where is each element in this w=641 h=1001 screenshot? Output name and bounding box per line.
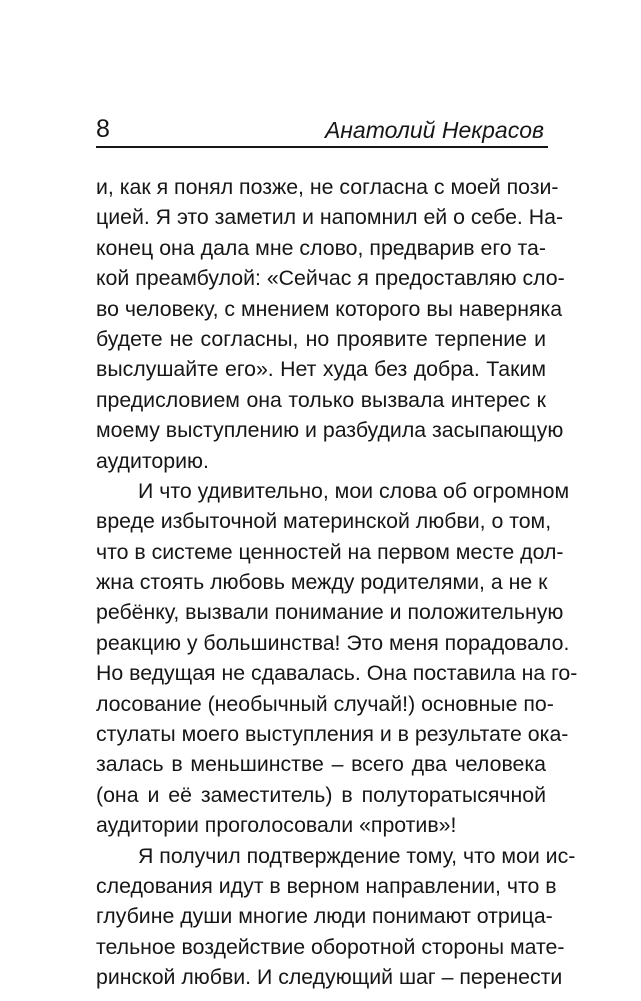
text-line: во человеку, с мнением которого вы наверняка xyxy=(96,296,563,321)
text-line: будете не согласны, но проявите терпение и xyxy=(96,326,546,351)
text-line: И что удивительно, мои слова об огромном xyxy=(138,478,570,503)
header-rule xyxy=(96,146,548,148)
text-line: реакцию у большинства! Это меня порадовало. xyxy=(96,630,570,655)
text-line: что в системе ценностей на первом месте дол- xyxy=(96,539,564,564)
paragraph-2 xyxy=(96,476,578,841)
paragraph-1 xyxy=(96,172,565,476)
text-line: жна стоять любовь между родителями, а не к xyxy=(96,570,548,595)
text-line: выслушайте его». Нет худа без добра. Таким xyxy=(96,357,546,382)
body-text xyxy=(96,172,578,993)
text-line: вреде избыточной материнской любви, о том, xyxy=(96,509,552,534)
text-line: (она и её заместитель) в полуторатысячной xyxy=(96,782,546,807)
text-line: глубине души многие люди понимают отрица- xyxy=(96,904,553,929)
text-line: лосование (необычный случай!) основные по- xyxy=(96,691,554,716)
text-line: предисловием она только вызвала интерес к xyxy=(96,387,546,412)
text-line: конец она дала мне слово, предварив его та- xyxy=(96,235,546,260)
text-line: моему выступлению и разбудила засыпающую xyxy=(96,418,564,443)
text-line: кой преамбулой: «Сейчас я предоставляю сло- xyxy=(96,266,565,291)
running-header xyxy=(96,111,548,147)
text-line: Я получил подтверждение тому, что мои ис- xyxy=(138,843,576,868)
text-line: аудитории проголосовали «против»! xyxy=(96,813,457,838)
text-line: цией. Я это заметил и напомнил ей о себе. На- xyxy=(96,205,564,230)
text-line: и, как я понял позже, не согласна с моей пози- xyxy=(96,175,559,199)
text-line: залась в меньшинстве – всего два человека xyxy=(96,752,546,777)
page-number: 8 xyxy=(96,115,110,143)
text-line: следования идут в верном направлении, что в xyxy=(96,873,557,898)
text-line: аудиторию. xyxy=(96,448,209,473)
text-line: Но ведущая не сдавалась. Она поставила на го- xyxy=(96,661,578,686)
text-line: ребёнку, вызвали понимание и положительную xyxy=(96,600,564,625)
paragraph-3 xyxy=(96,841,576,993)
text-line: ринской любви. И следующий шаг – перенести xyxy=(96,965,563,990)
text-line: стулаты моего выступления и в результате ока- xyxy=(96,722,569,747)
running-head-author: Анатолий Некрасов xyxy=(324,117,544,143)
text-line: тельное воздействие оборотной стороны мате- xyxy=(96,934,565,959)
